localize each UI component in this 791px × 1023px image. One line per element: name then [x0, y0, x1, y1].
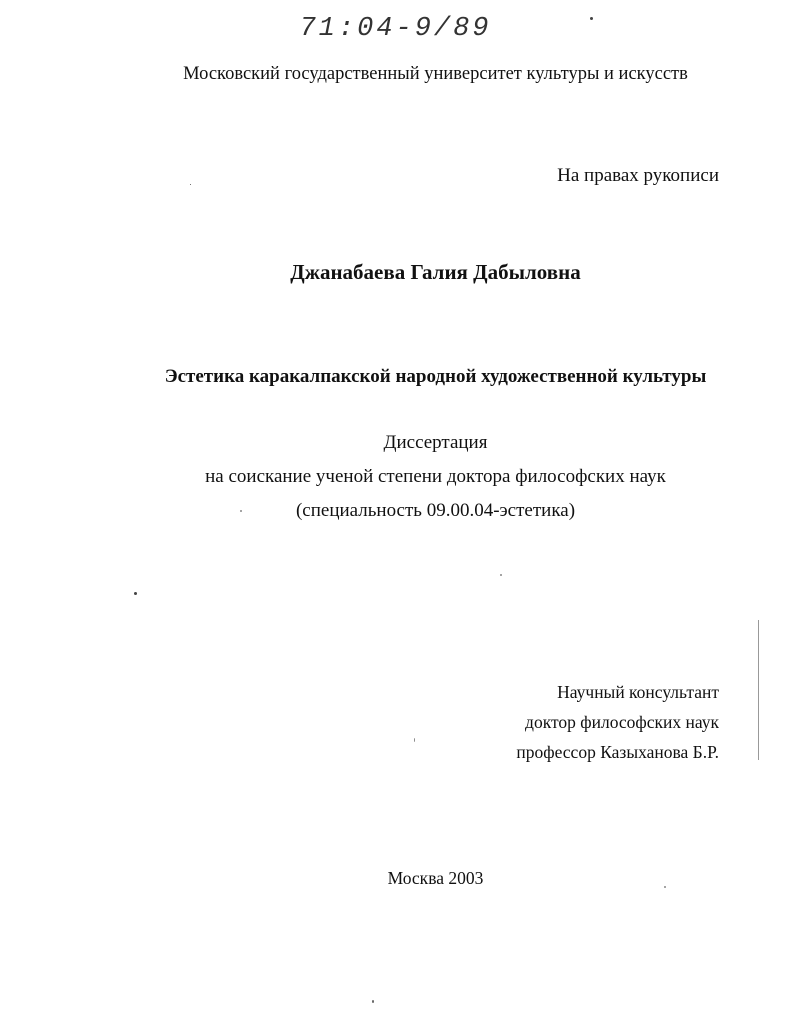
scan-speck: [240, 510, 242, 512]
scan-speck: [500, 574, 502, 576]
scan-speck: [372, 1000, 374, 1003]
institution-name: Московский государственный университет культуры и искусств: [183, 64, 688, 84]
work-type: Диссертация: [383, 432, 488, 453]
scan-speck: [664, 886, 666, 888]
consultant-degree: доктор философских наук: [525, 712, 719, 732]
rights-note: На правах рукописи: [557, 165, 719, 186]
consultant-name: профессор Казыханова Б.Р.: [516, 742, 719, 762]
scan-speck: [590, 17, 593, 20]
scan-speck: [134, 592, 137, 595]
scan-speck: [190, 184, 191, 185]
dissertation-title: Эстетика каракалпакской народной художественной культуры: [164, 366, 707, 387]
scan-speck: [414, 738, 415, 742]
place-and-year: Москва 2003: [387, 868, 484, 888]
degree-line: на соискание ученой степени доктора философских наук: [205, 466, 666, 487]
author-name: Джанабаева Галия Дабыловна: [290, 260, 581, 284]
scan-edge-mark: [758, 620, 759, 760]
consultant-role: Научный консультант: [557, 682, 719, 702]
specialty-line: (специальность 09.00.04-эстетика): [295, 500, 576, 521]
archive-code-stamp: 71:04-9/89: [299, 14, 492, 44]
